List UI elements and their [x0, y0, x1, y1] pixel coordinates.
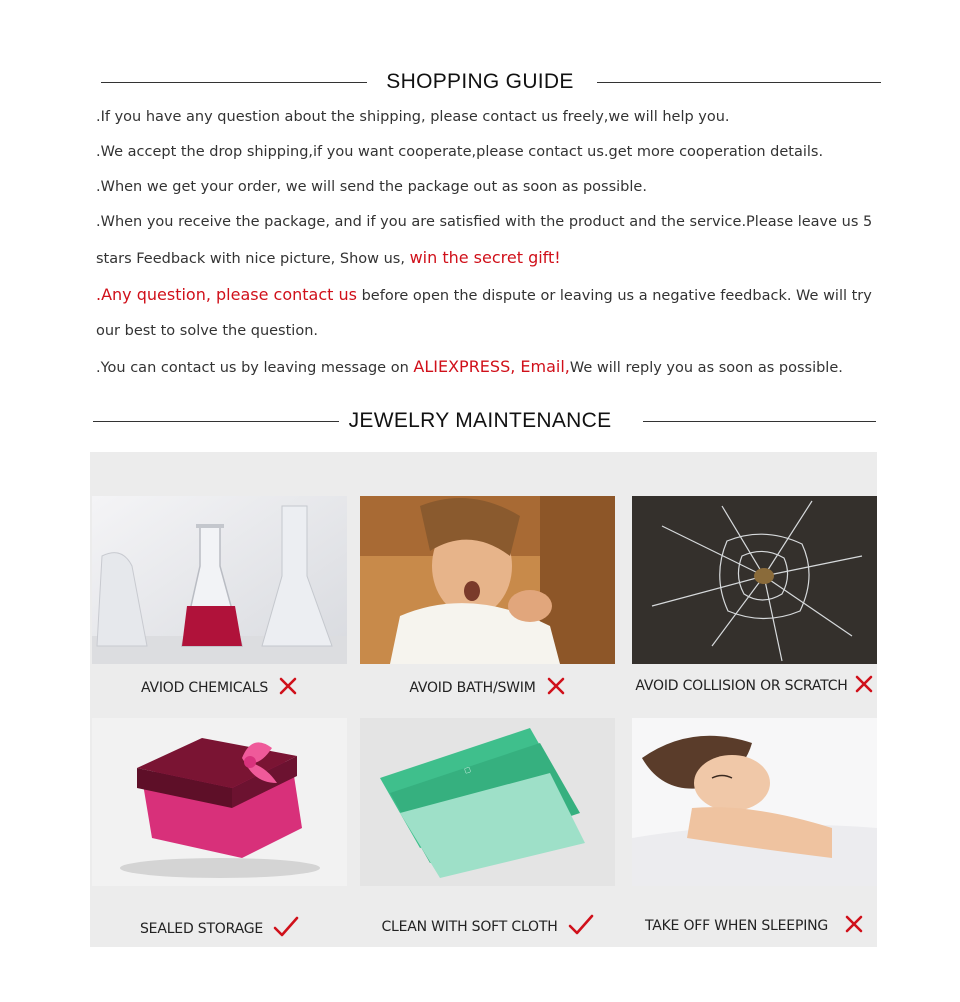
maintenance-caption [360, 914, 615, 940]
maintenance-caption [360, 676, 615, 700]
cross-icon [546, 676, 566, 700]
caption-text: AVIOD CHEMICALS [140, 680, 269, 696]
maintenance-header [0, 401, 960, 441]
maintenance-caption [92, 916, 347, 942]
check-icon [568, 914, 594, 940]
guide-text: our best to solve the question. [96, 323, 318, 339]
caption-text: TAKE OFF WHEN SLEEPING [644, 918, 829, 934]
cracked-glass-photo [632, 496, 877, 664]
maintenance-tile-collision [632, 496, 877, 706]
caption-text: AVOID COLLISION OR SCRATCH [635, 678, 848, 694]
polishing-cloth-photo [360, 718, 615, 886]
maintenance-caption [92, 676, 347, 700]
guide-text: .When we get your order, we will send the package out as soon as possible. [96, 179, 647, 195]
sleeping-woman-photo [632, 718, 877, 886]
shopping-guide-header [0, 62, 960, 102]
cross-icon [854, 674, 874, 698]
guide-text: .We accept the drop shipping,if you want cooperate,please contact us.get more cooperation details. [96, 144, 824, 160]
guide-text: stars Feedback with nice picture, Show us, [96, 251, 410, 267]
maintenance-tile-chemicals [92, 496, 347, 706]
guide-line [96, 170, 896, 205]
shopping-guide-title: SHOPPING GUIDE [386, 70, 574, 93]
guide-text: .You can contact us by leaving message on [96, 360, 414, 376]
guide-line [96, 314, 896, 349]
cross-icon [844, 914, 864, 938]
highlight-text: win the secret gift! [409, 248, 561, 267]
svg-text:▢: ▢ [463, 765, 472, 775]
guide-text: We will reply you as soon as possible. [569, 360, 843, 376]
highlight-text: ALIEXPRESS, Email, [413, 357, 570, 376]
highlight-text: .Any question, please contact us [96, 285, 357, 304]
guide-line [96, 205, 896, 240]
cross-icon [278, 676, 298, 700]
guide-line [96, 135, 896, 170]
guide-line [96, 240, 896, 277]
guide-line [96, 349, 896, 386]
maintenance-tile-cloth [360, 718, 615, 946]
caption-text: AVOID BATH/SWIM [409, 680, 536, 696]
chemicals-flask-photo [92, 496, 347, 664]
maintenance-tile-bath [360, 496, 615, 706]
guide-line [96, 100, 896, 135]
caption-text: CLEAN WITH SOFT CLOTH [381, 919, 558, 935]
guide-line [96, 277, 896, 314]
check-icon [273, 916, 299, 942]
gift-box-photo [92, 718, 347, 886]
shopping-guide-text [96, 100, 896, 386]
guide-text: .When you receive the package, and if you are satisfied with the product and the service.Please leave us 5 [96, 214, 873, 230]
maintenance-panel [90, 452, 877, 947]
maintenance-title: JEWELRY MAINTENANCE [348, 409, 612, 432]
maintenance-tile-sleeping [632, 718, 877, 946]
guide-text: .If you have any question about the shipping, please contact us freely,we will help you. [96, 109, 730, 125]
bath-swim-photo [360, 496, 615, 664]
guide-text: before open the dispute or leaving us a negative feedback. We will try [356, 288, 872, 304]
maintenance-tile-storage [92, 718, 347, 946]
maintenance-caption [632, 674, 877, 698]
caption-text: SEALED STORAGE [139, 921, 264, 937]
maintenance-caption [632, 914, 877, 938]
